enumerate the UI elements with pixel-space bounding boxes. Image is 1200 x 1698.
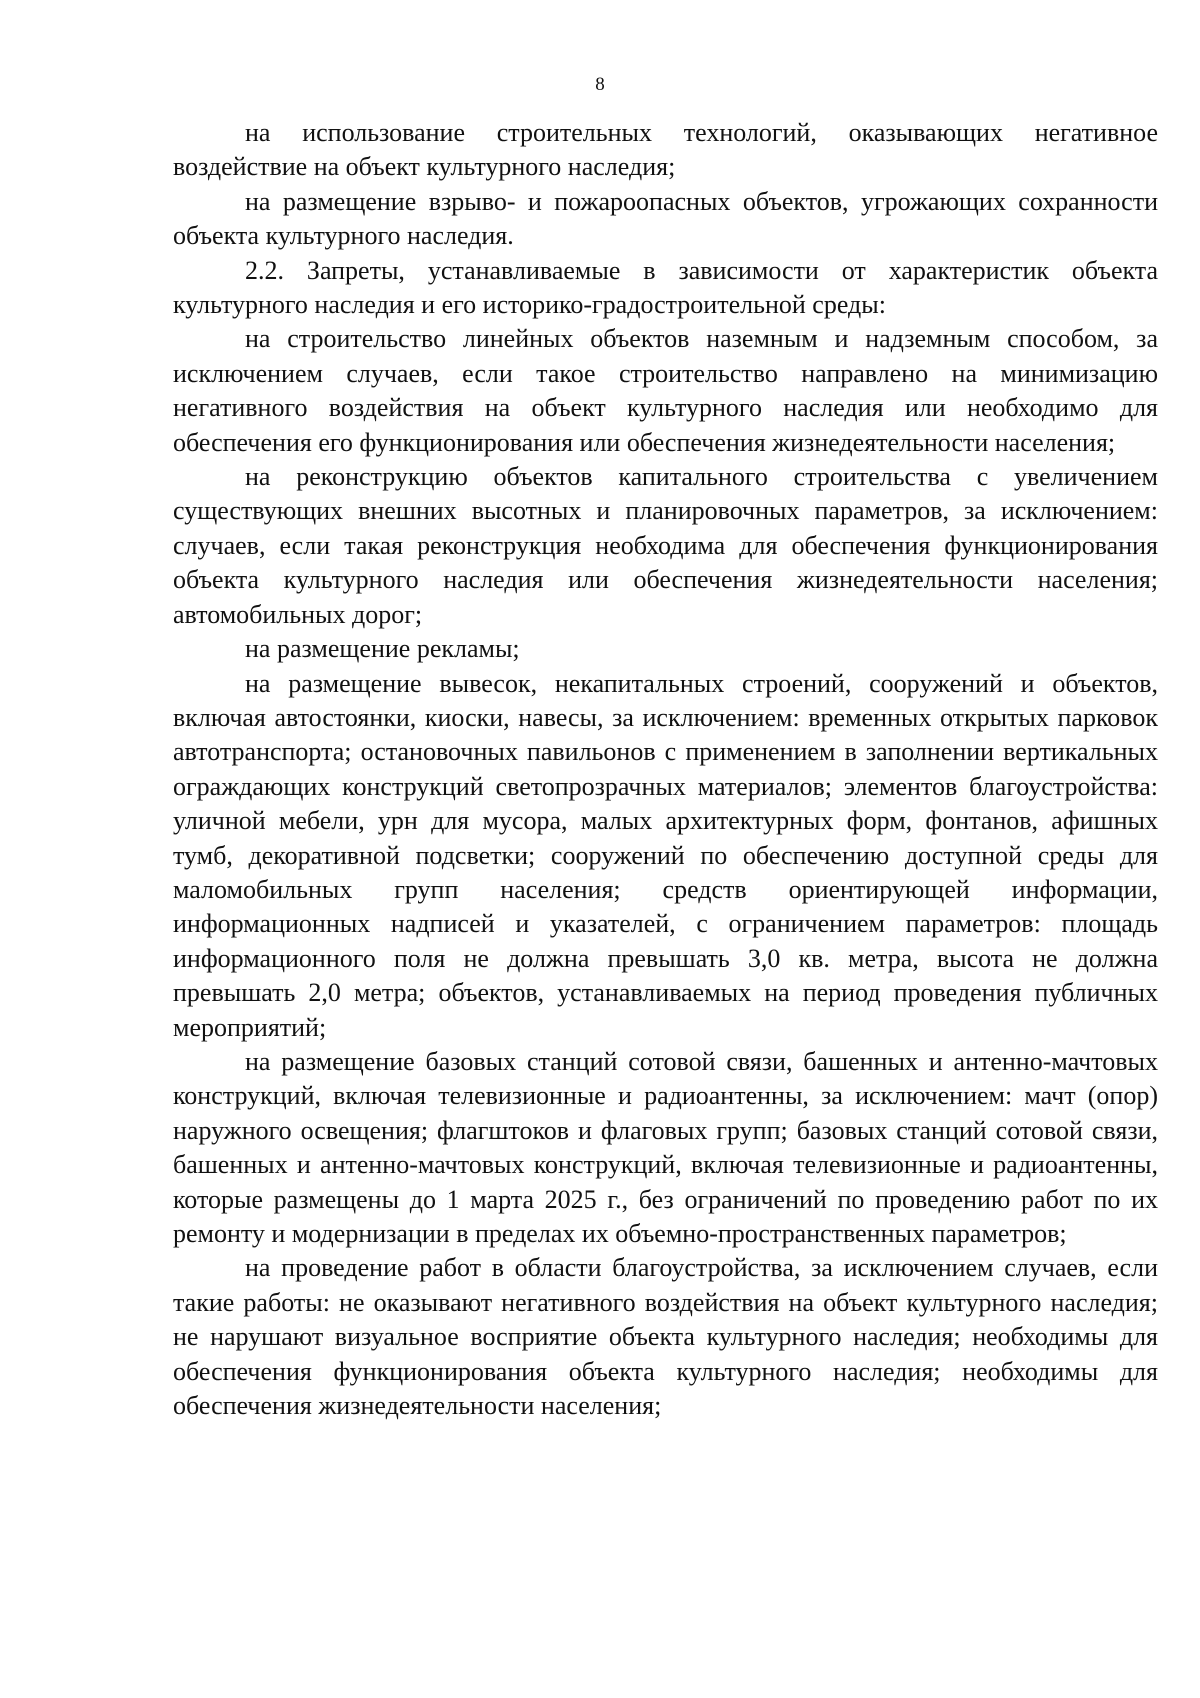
document-body bbox=[173, 116, 1158, 1423]
paragraph-section-2-2: 2.2. Запреты, устанавливаемые в зависимости от характеристик объекта культурного наследия и его историко-градостроительной среды: bbox=[173, 255, 1158, 320]
paragraph-construction-technologies: на использование строительных технологий, оказывающих негативное воздействие на объект культурного наследия; bbox=[173, 118, 1158, 182]
paragraph-reconstruction: на реконструкцию объектов капитального строительства с увеличением существующих внешних высотных и планировочных параметров, за исключением: случаев, если такая реконструкция необходима для обеспечения функционирования объекта культурного наследия или обеспечения жизнедеятельности населения; автомобильных дорог; bbox=[173, 462, 1158, 629]
paragraph-linear-objects: на строительство линейных объектов наземным и надземным способом, за исключением случаев, если такое строительство направлено на минимизацию негативного воздействия на объект культурного наследия или необходимо для обеспечения его функционирования или обеспечения жизнедеятельности населения; bbox=[173, 324, 1158, 457]
paragraph-explosive-objects: на размещение взрыво- и пожароопасных объектов, угрожающих сохранности объекта культурного наследия. bbox=[173, 186, 1158, 251]
paragraph-base-stations: на размещение базовых станций сотовой связи, башенных и антенно-мачтовых конструкций, включая телевизионные и радиоантенны, за исключением: мачт (опор) наружного освещения; флагштоков и флаговых групп; базовых станций сотовой связи, башенных и антенно-мачтовых конструкций, включая телевизионные и радиоантенны, которые размещены до 1 марта 2025 г., без ограничений по проведению работ по их ремонту и модернизации в пределах их объемно-пространственных параметров; bbox=[173, 1046, 1158, 1248]
paragraph-landscaping: на проведение работ в области благоустройства, за исключением случаев, если такие работы: не оказывают негативного воздействия на объект культурного наследия; не нарушают визуальное восприятие объекта культурного наследия; необходимы для обеспечения функционирования объекта культурного наследия; необходимы для обеспечения жизнедеятельности населения; bbox=[173, 1253, 1158, 1421]
paragraph-signage-structures: на размещение вывесок, некапитальных строений, сооружений и объектов, включая автостоянки, киоски, навесы, за исключением: временных открытых парковок автотранспорта; остановочных павильонов с применением в заполнении вертикальных ограждающих конструкций светопрозрачных материалов; элементов благоустройства: уличной мебели, урн для мусора, малых архитектурных форм, фонтанов, афишных тумб, декоративной подсветки; сооружений по обеспечению доступной среды для маломобильных групп населения; средств ориентирующей информации, информационных надписей и указателей, с ограничением параметров: площадь информационного поля не должна превышать 3,0 кв. метра, высота не должна превышать 2,0 метра; объектов, устанавливаемых на период проведения публичных мероприятий; bbox=[173, 668, 1158, 1042]
page-number: 8 bbox=[595, 74, 605, 95]
paragraph-advertising: на размещение рекламы; bbox=[245, 634, 520, 664]
